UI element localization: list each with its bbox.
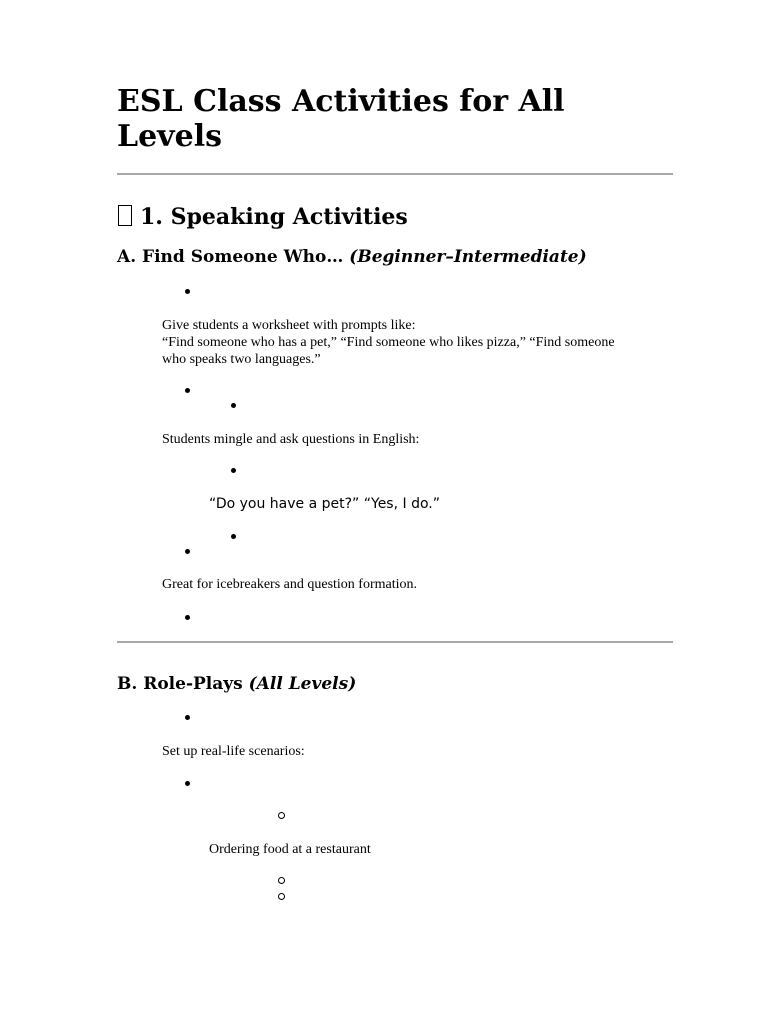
placeholder-box-icon [118, 205, 132, 226]
scenario-item: Ordering food at a restaurant [209, 842, 371, 857]
bullet-icon [231, 403, 236, 408]
bullet-icon [231, 534, 236, 539]
paragraph-mingle: Students mingle and ask questions in English: [162, 432, 420, 447]
bullet-icon [185, 289, 190, 294]
bullet-icon [185, 388, 190, 393]
activity-level: (All Levels) [248, 674, 357, 694]
paragraph-scenarios: Set up real-life scenarios: [162, 744, 305, 759]
activity-heading-find-someone [117, 246, 587, 268]
paragraph-line: “Find someone who has a pet,” “Find someone who likes pizza,” “Find someone who speaks two languages.” [162, 335, 615, 367]
bullet-icon [185, 781, 190, 786]
activity-level: (Beginner–Intermediate) [349, 247, 587, 267]
paragraph-line: Give students a worksheet with prompts like: [162, 318, 416, 333]
activity-heading-text: B. Role-Plays [117, 674, 249, 694]
bullet-icon [231, 468, 236, 473]
paragraph-icebreakers: Great for icebreakers and question formation. [162, 577, 418, 592]
horizontal-rule [117, 641, 673, 643]
activity-heading-text: A. Find Someone Who… [117, 247, 350, 267]
activity-heading-role-plays [117, 673, 356, 695]
bullet-icon [185, 715, 190, 720]
circle-bullet-icon [278, 877, 285, 884]
bullet-icon [185, 615, 190, 620]
page-title: ESL Class Activities for All Levels [117, 84, 565, 154]
paragraph-worksheet [162, 317, 622, 368]
horizontal-rule [117, 173, 673, 175]
example-quote: “Do you have a pet?” “Yes, I do.” [209, 496, 440, 512]
section-heading-text: 1. Speaking Activities [140, 204, 408, 230]
circle-bullet-icon [278, 893, 285, 900]
bullet-icon [185, 549, 190, 554]
section-heading-speaking [117, 202, 408, 232]
circle-bullet-icon [278, 812, 285, 819]
